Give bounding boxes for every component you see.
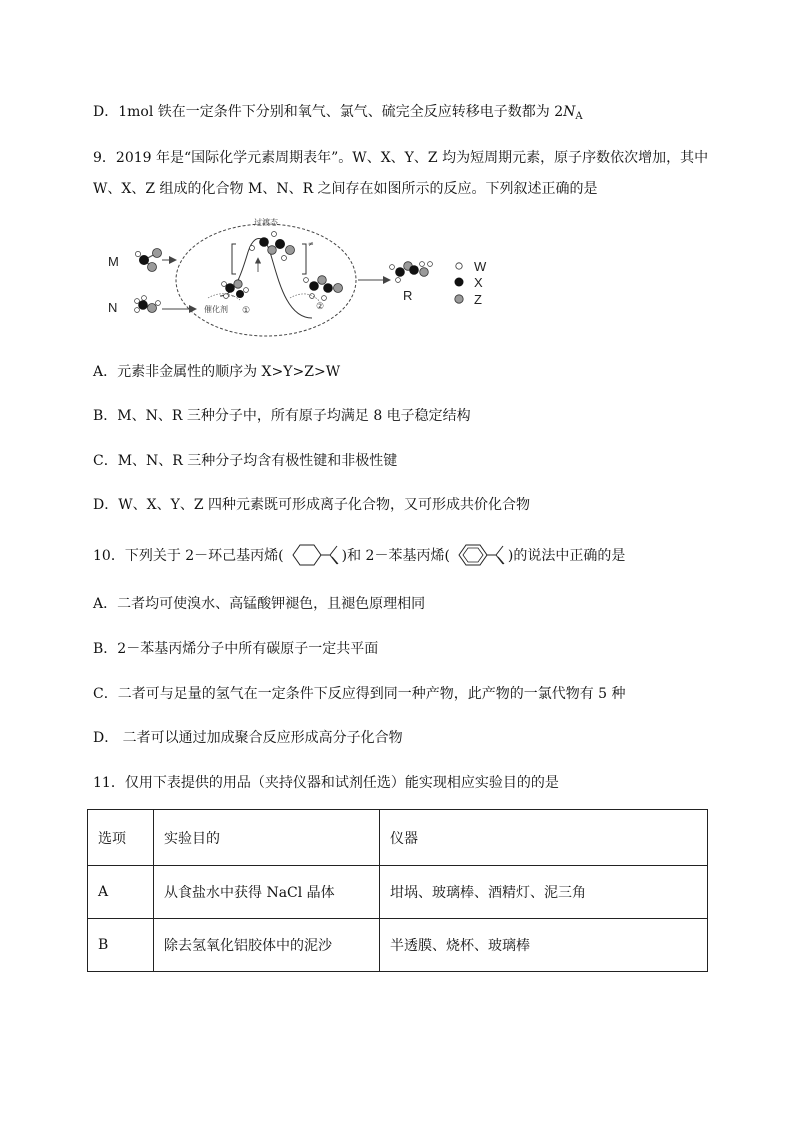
label-catalyst: 催化剂 [204,305,228,314]
phenylpropene-structure [451,542,507,568]
legend-z-swatch [455,295,463,303]
table-row [88,866,708,919]
table-cell: 从食盐水中获得 NaCl 晶体 [154,866,380,919]
label-step2: ② [316,302,325,312]
q9-option-a: A．元素非金属性的顺序为 X>Y>Z>W [93,364,341,380]
table-cell: 坩埚、玻璃棒、酒精灯、泥三角 [380,866,708,919]
molecule-step1 [222,280,249,299]
q10-stem-part1: 10．下列关于 2－环己基丙烯( [93,548,284,564]
legend-x-swatch [455,278,464,287]
label-transition-state: 过渡态 [254,218,278,227]
q9-stem-line1: 9．2019 年是“国际化学元素周期表年”。W、X、Y、Z 均为短周期元素，原子序数依次增加，其中 [93,150,709,166]
legend-x-label: X [474,275,483,290]
q10-option-a: A．二者均可使溴水、高锰酸钾褪色，且褪色原理相同 [93,596,426,612]
table-cell: A [88,866,154,919]
q10-stem-part3: )的说法中正确的是 [507,548,626,564]
table-header-cell: 选项 [88,810,154,866]
q10-option-d: D． 二者可以通过加成聚合反应形成高分子化合物 [93,730,403,746]
avogadro-subscript: A [575,111,583,122]
q8-option-d [93,101,583,122]
q10-option-b: B．2－苯基丙烯分子中所有碳原子一定共平面 [93,641,379,657]
q9-stem-line2: W、X、Z 组成的化合物 M、N、R 之间存在如图所示的反应。下列叙述正确的是 [93,181,598,197]
q11-stem: 11．仅用下表提供的用品（夹持仪器和试剂任选）能实现相应实验目的的是 [93,775,559,791]
molecule-r [390,262,433,283]
table-row [88,919,708,972]
q9-option-b: B．M、N、R 三种分子中，所有原子均满足 8 电子稳定结构 [93,408,471,424]
legend-w-swatch [456,263,462,269]
table-cell: B [88,919,154,972]
q10-stem-part2: )和 2－苯基丙烯( [341,548,450,564]
legend-w-label: W [474,259,487,274]
table-cell: 半透膜、烧杯、玻璃棒 [380,919,708,972]
molecule-m [135,249,161,272]
molecule-transition [250,232,295,261]
label-r: R [403,288,413,303]
table-cell: 除去氢氧化铝胶体中的泥沙 [154,919,380,972]
label-double-dagger: ≠ [308,240,314,248]
q11-table [87,809,708,972]
reaction-diagram [100,212,500,342]
legend-z-label: Z [474,292,482,307]
table-header-cell: 实验目的 [154,810,380,866]
label-step1: ① [242,306,251,316]
q10-option-c: C．二者可与足量的氢气在一定条件下反应得到同一种产物，此产物的一氯代物有 5 种 [93,686,626,702]
cyclohexylpropene-structure [285,542,341,568]
q8-option-d-text: D．1mol 铁在一定条件下分别和氧气、氯气、硫完全反应转移电子数都为 2 [93,104,564,120]
avogadro-symbol: N [563,104,576,120]
molecule-step2 [304,276,343,301]
legend [455,259,488,307]
table-header-cell: 仪器 [380,810,708,866]
q9-option-c: C．M、N、R 三种分子均含有极性键和非极性键 [93,453,398,469]
table-header-row [88,810,708,866]
q9-option-d: D．W、X、Y、Z 四种元素既可形成离子化合物，又可形成共价化合物 [93,497,530,513]
q10-stem [93,542,625,568]
label-n: N [108,300,118,315]
molecule-n [135,296,161,313]
label-m: M [108,254,119,269]
